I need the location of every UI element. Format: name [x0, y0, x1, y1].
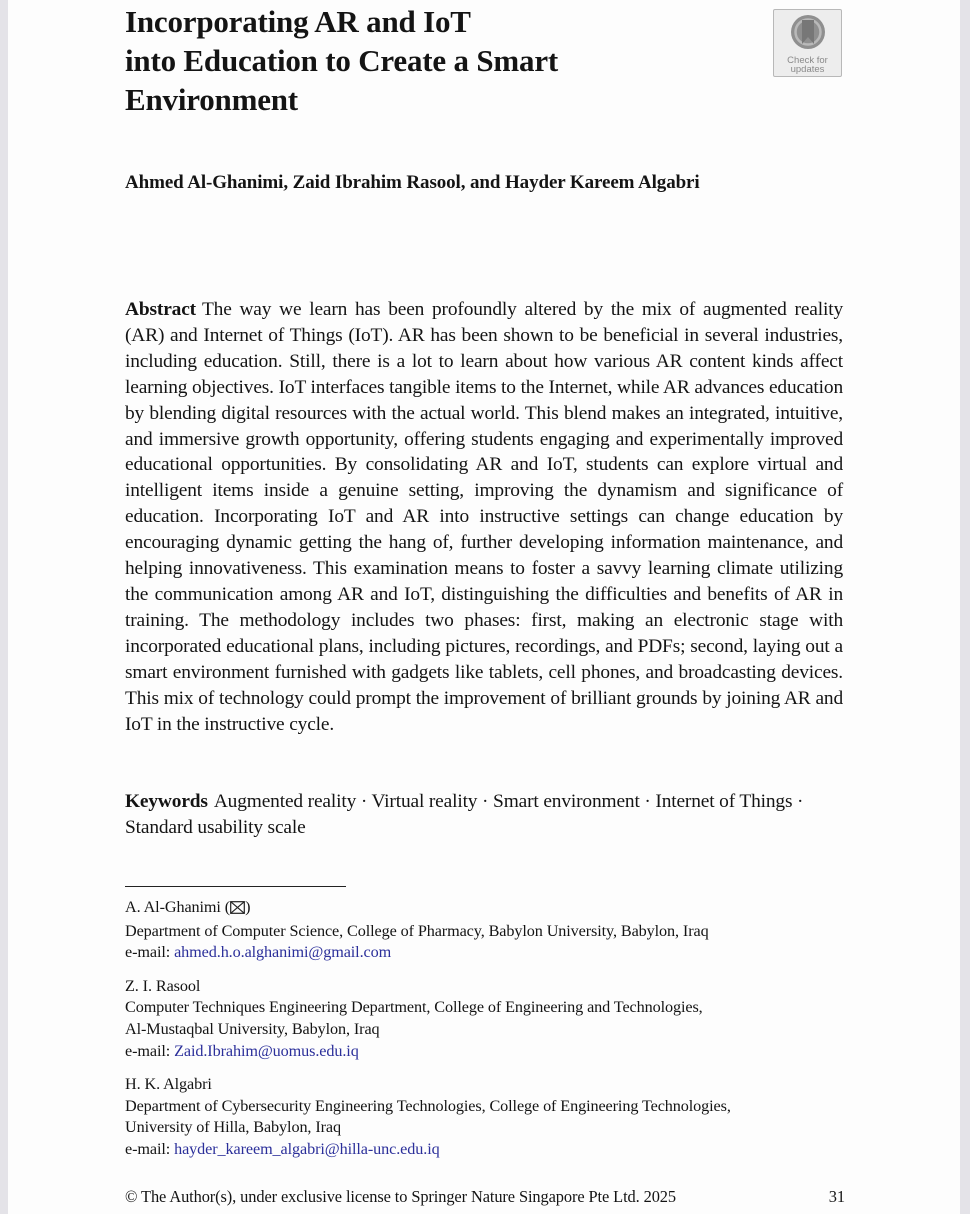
email-label: e-mail:	[125, 1139, 175, 1158]
abstract	[125, 297, 843, 737]
author-affiliations	[125, 897, 845, 1173]
copyright-notice: © The Author(s), under exclusive license to Springer Nature Singapore Pte Ltd. 2025	[125, 1187, 676, 1206]
abstract-label: Abstract	[125, 299, 196, 320]
email-label: e-mail:	[125, 1041, 175, 1060]
affiliation-line: Al-Mustaqbal University, Babylon, Iraq	[125, 1019, 380, 1038]
title-line-1: Incorporating AR and IoT	[125, 4, 471, 39]
affiliation-line: Department of Cybersecurity Engineering Technologies, College of Engineering Technologies,	[125, 1096, 731, 1115]
email-link[interactable]: hayder_kareem_algabri@hilla-unc.edu.iq	[174, 1139, 440, 1158]
footnote-divider	[125, 886, 346, 887]
email-link[interactable]: Zaid.Ibrahim@uomus.edu.iq	[174, 1041, 359, 1060]
author-list: Ahmed Al-Ghanimi, Zaid Ibrahim Rasool, and Hayder Kareem Algabri	[125, 172, 700, 193]
check-for-updates-badge[interactable]	[773, 9, 842, 77]
affiliation-block: A. Al-Ghanimi ( ) Department of Computer Science, College of Pharmacy, Babylon University, Babylon, Iraq e-mail: ahmed.h.o.alghanimi@gmail.com	[125, 897, 845, 964]
affiliation-block	[125, 1074, 845, 1160]
title-line-2: into Education to Create a Smart	[125, 43, 559, 78]
email-link[interactable]: ahmed.h.o.alghanimi@gmail.com	[174, 943, 392, 962]
badge-label	[787, 56, 828, 74]
email-label: e-mail:	[125, 943, 175, 962]
paper-title	[125, 2, 685, 119]
affiliation-author-name: A. Al-Ghanimi	[125, 898, 221, 916]
affiliation-line: Department of Computer Science, College of Pharmacy, Babylon University, Babylon, Iraq	[125, 921, 709, 940]
badge-line-1: Check for	[787, 55, 828, 66]
keywords-text: Augmented reality · Virtual reality · Smart environment · Internet of Things · Standard usability scale	[125, 791, 804, 838]
page-footer	[125, 1186, 845, 1208]
affiliation-line: University of Hilla, Babylon, Iraq	[125, 1118, 341, 1137]
title-line-3: Environment	[125, 82, 298, 117]
abstract-text: The way we learn has been profoundly altered by the mix of augmented reality (AR) and Internet of Things (IoT). AR has been shown to be beneficial in several industries, including education. Still, there is a lot to learn about how various AR content kinds affect learning objectives. IoT interfaces tangible items to the Internet, while AR advances education by blending digital resources with the actual world. This blend makes an integrated, intuitive, and immersive growth opportunity, offering students engaging and experimentally improved educational opportunities. By consolidating AR and IoT, students can explore virtual and intelligent items inside a genuine setting, improving the dynamism and significance of education. Incorporating IoT and AR into instructive settings can change education by encouraging dynamic getting the hang of, further developing information maintenance, and helping innovativeness. This examination means to foster a savvy learning climate utilizing the communication among AR and IoT, distinguishing the difficulties and benefits of AR in training. The methodology includes two phases: first, making an electronic stage with incorporated educational plans, including pictures, recordings, and PDFs; second, laying out a smart environment furnished with gadgets like tablets, cell phones, and broadcasting devices. This mix of technology could prompt the improvement of brilliant grounds by joining AR and IoT in the instructive cycle.	[125, 299, 843, 735]
badge-line-2: updates	[790, 64, 825, 75]
keywords	[125, 789, 845, 841]
affiliation-block	[125, 976, 845, 1062]
envelope-icon	[230, 899, 245, 921]
affiliation-author-name: Z. I. Rasool	[125, 976, 201, 995]
affiliation-author-name: H. K. Algabri	[125, 1075, 212, 1094]
page-number: 31	[828, 1187, 845, 1206]
affiliation-line: Computer Techniques Engineering Department, College of Engineering and Technologies,	[125, 998, 703, 1017]
paper-page	[8, 0, 960, 1214]
bookmark-circle-icon	[789, 13, 827, 56]
keywords-label: Keywords	[125, 791, 208, 812]
